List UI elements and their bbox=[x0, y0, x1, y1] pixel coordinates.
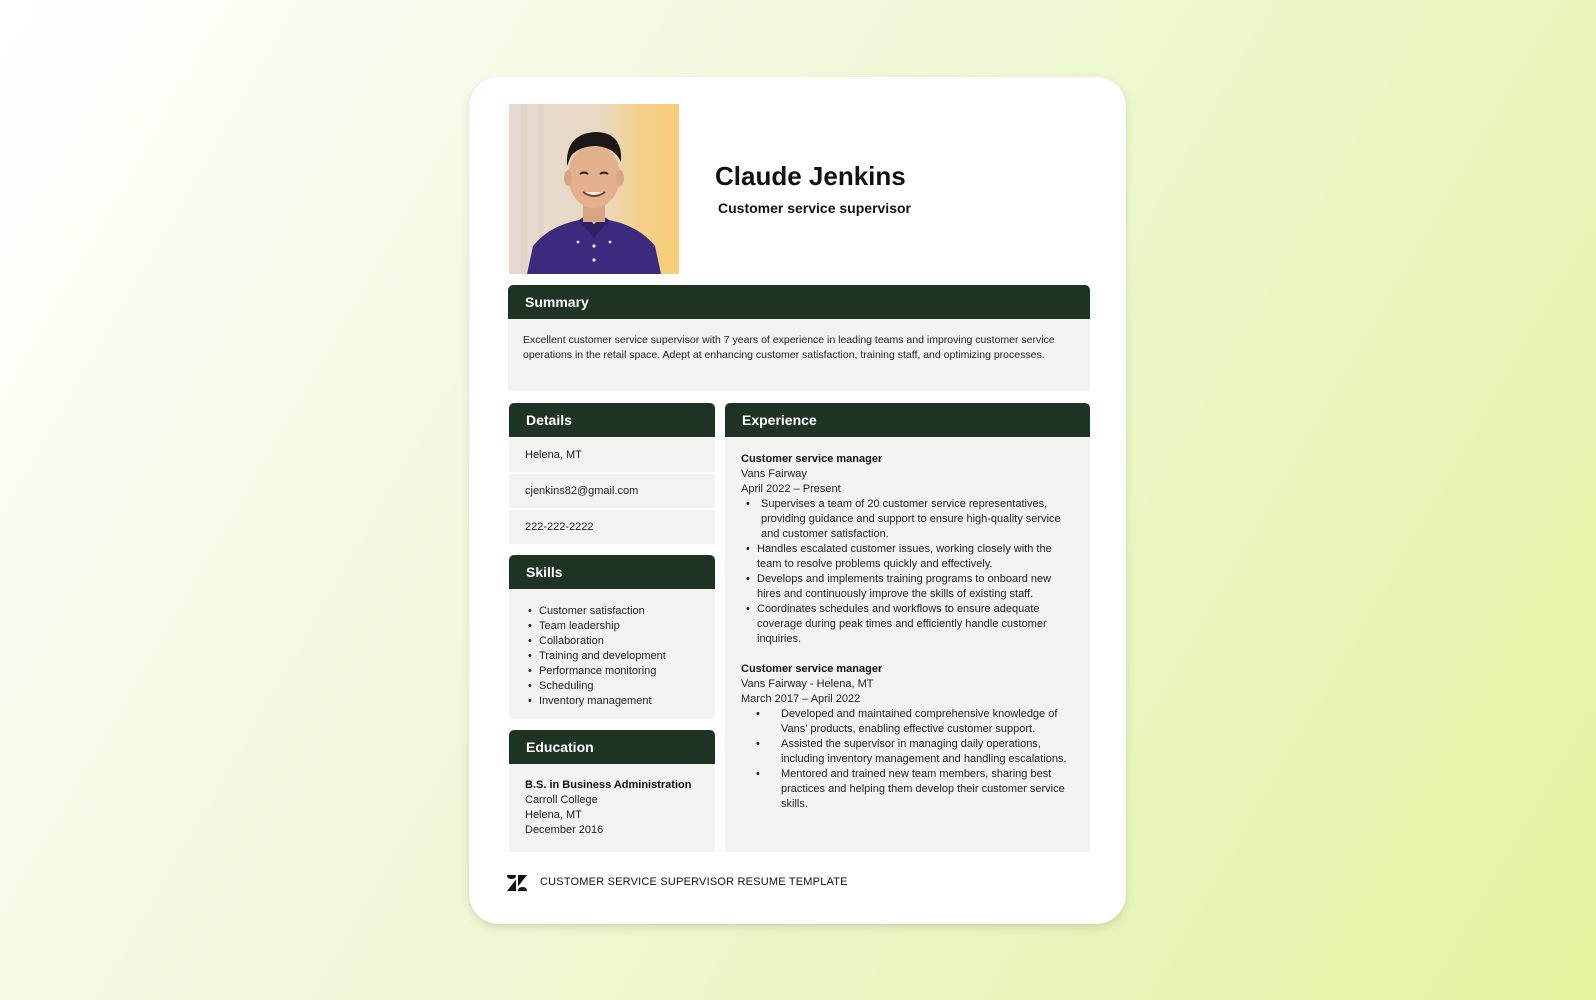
job-bullet: • Supervises a team of 20 customer service representatives, providing guidance and support to ensure high-quality service and customer satisfaction. bbox=[745, 497, 1070, 542]
candidate-role: Customer service supervisor bbox=[718, 200, 911, 216]
skill-item: • Performance monitoring bbox=[527, 664, 715, 679]
skill-item: • Collaboration bbox=[527, 634, 715, 649]
skill-item: • Training and development bbox=[527, 649, 715, 664]
job-bullet: • Handles escalated customer issues, working closely with the team to resolve problems quickly and effectively. bbox=[745, 542, 1070, 572]
candidate-name: Claude Jenkins bbox=[715, 161, 906, 191]
job-bullets bbox=[745, 497, 1070, 647]
profile-photo-illustration bbox=[509, 104, 679, 274]
education-school: Carroll College bbox=[525, 794, 598, 806]
summary-text: Excellent customer service supervisor with 7 years of experience in leading teams and improving customer service operations in the retail space. Adept at enhancing customer satisfaction, training staff, and optimizing processes. bbox=[523, 334, 1055, 361]
education-header: Education bbox=[509, 730, 715, 764]
skill-item: • Inventory management bbox=[527, 694, 715, 709]
skill-item: • Customer satisfaction bbox=[527, 604, 715, 619]
details-email: cjenkins82@gmail.com bbox=[509, 474, 715, 508]
experience-header: Experience bbox=[725, 403, 1090, 437]
job-title: Customer service manager bbox=[741, 663, 883, 675]
zendesk-logo-icon bbox=[507, 875, 527, 891]
job-entry bbox=[741, 662, 1070, 812]
skills-header: Skills bbox=[509, 555, 715, 589]
job-title: Customer service manager bbox=[741, 453, 883, 465]
job-bullet: • Mentored and trained new team members, sharing best practices and helping them develop their customer service skills. bbox=[755, 767, 1070, 812]
job-entry bbox=[741, 452, 1070, 647]
skill-item: • Scheduling bbox=[527, 679, 715, 694]
details-header: Details bbox=[509, 403, 715, 437]
resume-card bbox=[469, 77, 1126, 924]
job-bullet: • Assisted the supervisor in managing daily operations, including inventory management and handling escalations. bbox=[755, 737, 1070, 767]
education-date: December 2016 bbox=[525, 824, 604, 836]
experience-section bbox=[725, 437, 1090, 852]
details-phone: 222-222-2222 bbox=[509, 510, 715, 544]
job-company: Vans Fairway - Helena, MT bbox=[741, 678, 874, 690]
summary-section bbox=[508, 319, 1090, 391]
details-location: Helena, MT bbox=[509, 438, 715, 472]
education-degree: B.S. in Business Administration bbox=[525, 779, 692, 791]
education-location: Helena, MT bbox=[525, 809, 582, 821]
job-dates: March 2017 – April 2022 bbox=[741, 693, 861, 705]
job-bullet: • Coordinates schedules and workflows to ensure adequate coverage during peak times and efficiently handle customer inquiries. bbox=[745, 602, 1070, 647]
job-bullet: • Developed and maintained comprehensive knowledge of Vans’ products, enabling effective customer support. bbox=[755, 707, 1070, 737]
footer-text: CUSTOMER SERVICE SUPERVISOR RESUME TEMPLATE bbox=[540, 876, 848, 888]
job-company: Vans Fairway bbox=[741, 468, 807, 480]
job-dates: April 2022 – Present bbox=[741, 483, 841, 495]
profile-photo bbox=[509, 104, 679, 274]
job-bullets bbox=[755, 707, 1070, 812]
skills-list bbox=[527, 604, 715, 709]
skills-section bbox=[509, 589, 715, 719]
skill-item: • Team leadership bbox=[527, 619, 715, 634]
education-section bbox=[509, 764, 715, 852]
job-bullet: • Develops and implements training programs to onboard new hires and continuously improve the skills of existing staff. bbox=[745, 572, 1070, 602]
summary-header: Summary bbox=[508, 285, 1090, 319]
